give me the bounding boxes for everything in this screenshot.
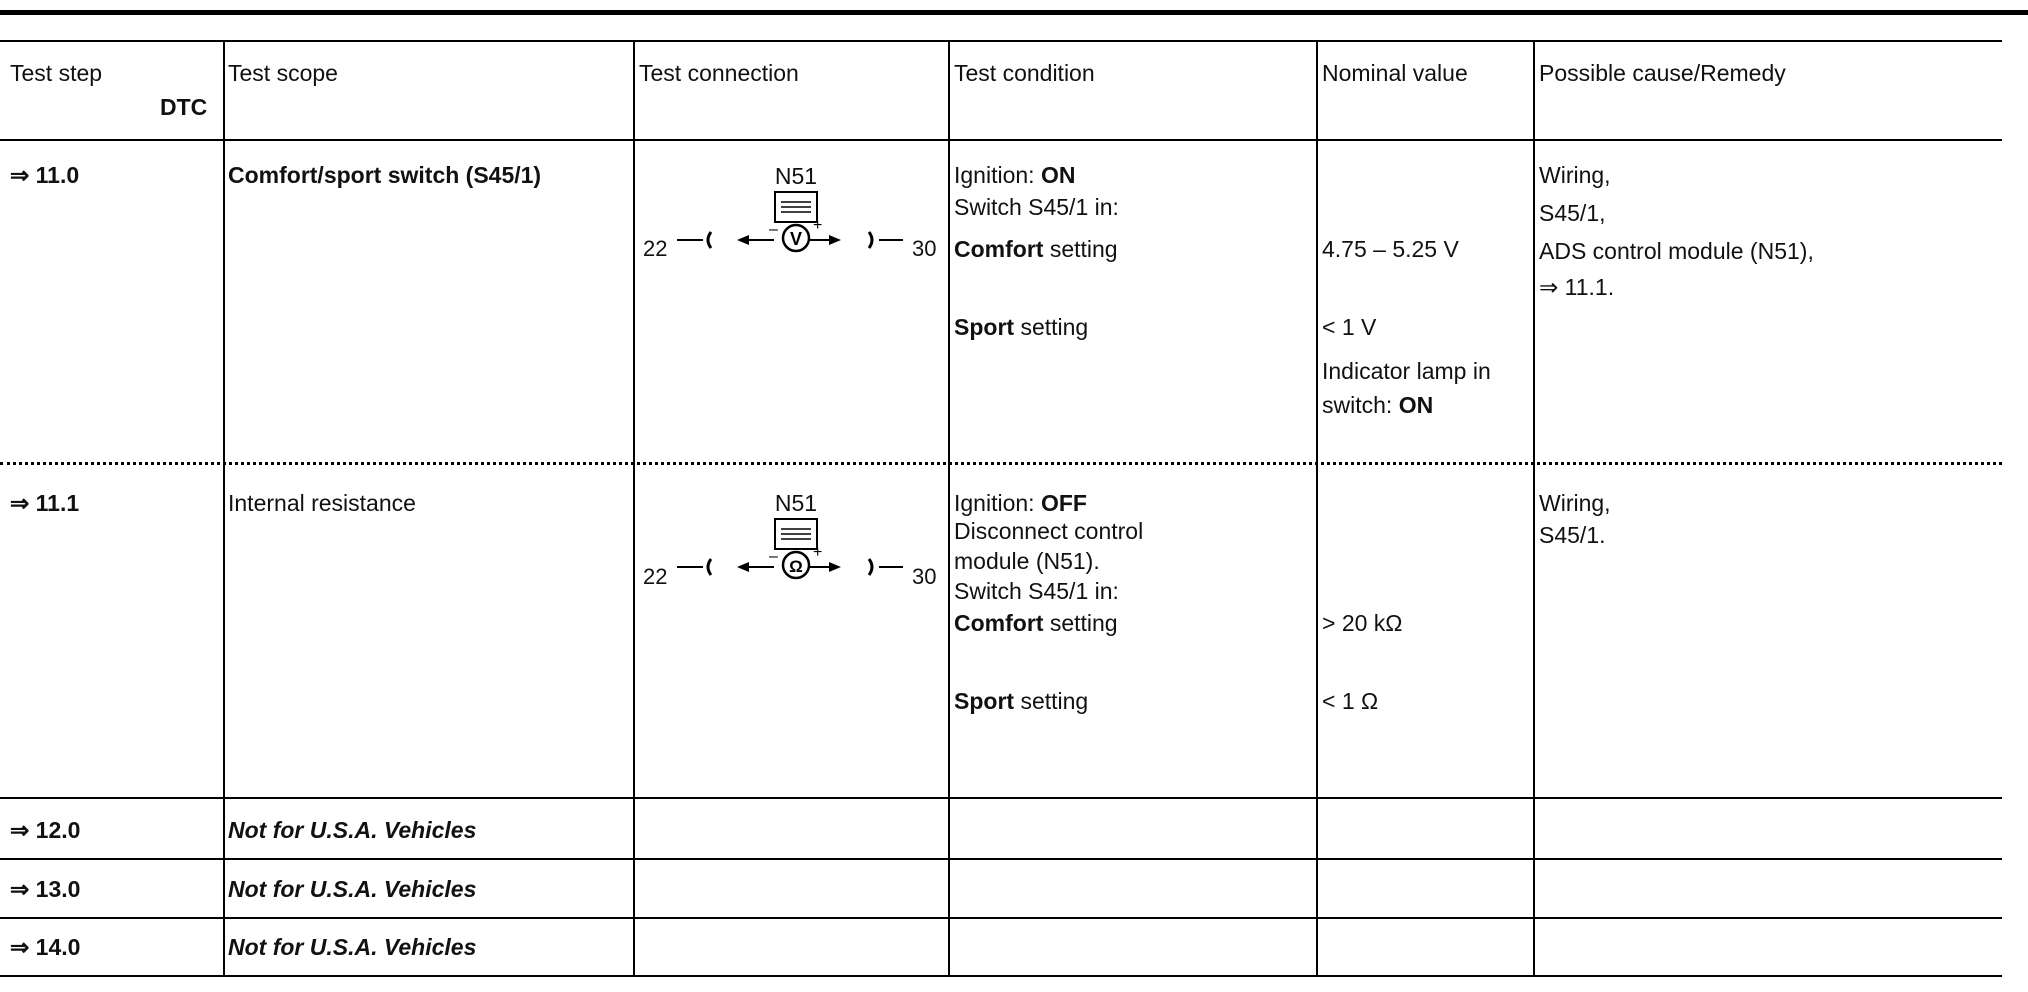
pin-right: 30 — [912, 236, 937, 261]
nominal-value: < 1 Ω — [1322, 688, 1379, 714]
col-divider-1 — [223, 40, 225, 976]
pin-right: 30 — [912, 564, 937, 589]
remedy-line: S45/1, — [1539, 200, 1606, 226]
svg-text:+: + — [813, 217, 823, 234]
condition-line: Sport setting — [954, 688, 1089, 714]
test-step: ⇒ 11.1 — [10, 490, 80, 516]
ohmmeter-icon — [641, 517, 946, 587]
condition-line: module (N51). — [954, 548, 1100, 574]
meter-symbol: V — [789, 229, 803, 249]
svg-text:+: + — [813, 544, 823, 561]
pin-left: 22 — [643, 236, 668, 261]
condition-line: Comfort setting — [954, 610, 1118, 636]
remedy-line: ⇒ 11.1. — [1539, 274, 1615, 300]
remedy-line: S45/1. — [1539, 522, 1606, 548]
condition-line: Ignition: ON — [954, 162, 1076, 188]
remedy-line: Wiring, — [1539, 490, 1611, 516]
top-rule — [0, 10, 2028, 15]
table-bottom-line — [0, 975, 2002, 977]
col-divider-4 — [1316, 40, 1318, 976]
condition-line: Switch S45/1 in: — [954, 194, 1119, 220]
condition-line: Switch S45/1 in: — [954, 578, 1119, 604]
header-test-condition: Test condition — [954, 60, 1095, 86]
svg-text:–: – — [769, 221, 778, 238]
header-test-step: Test step — [10, 60, 103, 86]
test-scope: Not for U.S.A. Vehicles — [228, 876, 477, 902]
nominal-value: switch: ON — [1322, 392, 1434, 418]
nominal-value: > 20 kΩ — [1322, 610, 1403, 636]
condition-line: Disconnect control — [954, 518, 1144, 544]
header-test-connection: Test connection — [639, 60, 799, 86]
header-test-scope: Test scope — [228, 60, 338, 86]
row-divider-13 — [0, 858, 2002, 860]
test-scope: Comfort/sport switch (S45/1) — [228, 162, 542, 188]
header-possible-cause: Possible cause/Remedy — [1539, 60, 1786, 86]
remedy-line: ADS control module (N51), — [1539, 238, 1814, 264]
module-label: N51 — [774, 163, 818, 189]
test-step: ⇒ 14.0 — [10, 934, 81, 960]
condition-line: Comfort setting — [954, 236, 1118, 262]
test-step: ⇒ 11.0 — [10, 162, 80, 188]
test-scope: Not for U.S.A. Vehicles — [228, 817, 477, 843]
nominal-value: Indicator lamp in — [1322, 358, 1491, 384]
condition-line: Ignition: OFF — [954, 490, 1087, 516]
test-step: ⇒ 13.0 — [10, 876, 81, 902]
pin-left: 22 — [643, 564, 668, 589]
module-label: N51 — [774, 490, 818, 516]
condition-line: Sport setting — [954, 314, 1089, 340]
header-nominal-value: Nominal value — [1322, 60, 1468, 86]
voltmeter-icon — [641, 190, 946, 260]
svg-text:–: – — [769, 548, 778, 565]
meter-symbol: Ω — [789, 557, 803, 576]
col-divider-3 — [948, 40, 950, 976]
table-top-line — [0, 40, 2002, 42]
header-bottom-line — [0, 139, 2002, 141]
test-scope: Not for U.S.A. Vehicles — [228, 934, 477, 960]
row-divider-dotted — [0, 462, 2002, 465]
header-dtc: DTC — [160, 94, 208, 120]
nominal-value: 4.75 – 5.25 V — [1322, 236, 1459, 262]
test-step: ⇒ 12.0 — [10, 817, 81, 843]
row-divider-12 — [0, 797, 2002, 799]
nominal-value: < 1 V — [1322, 314, 1377, 340]
remedy-line: Wiring, — [1539, 162, 1611, 188]
row-divider-14 — [0, 917, 2002, 919]
test-scope: Internal resistance — [228, 490, 416, 516]
col-divider-5 — [1533, 40, 1535, 976]
col-divider-2 — [633, 40, 635, 976]
